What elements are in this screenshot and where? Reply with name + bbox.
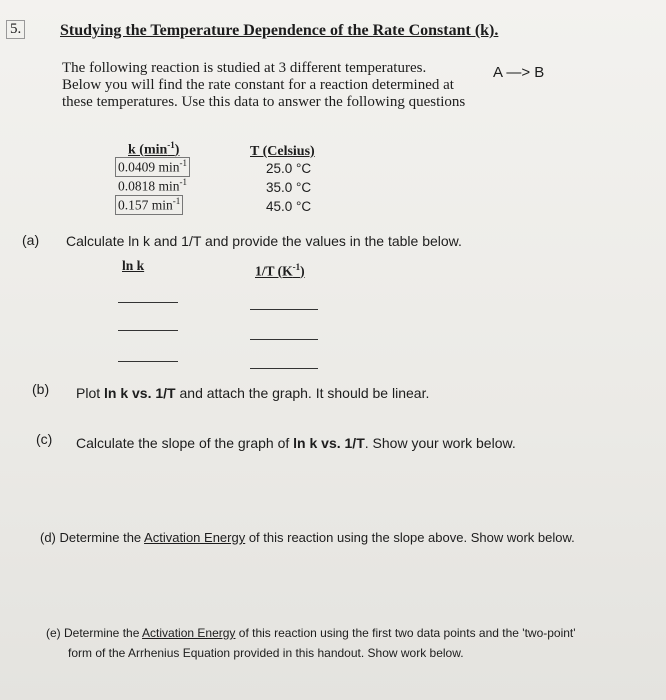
k-value-1: 0.0409 $\min^{-1}$ <box>115 157 190 177</box>
inverse-t-column-header: 1/T $(K^{-1})$ <box>255 262 305 279</box>
part-a-text: Calculate ln k and 1/T and provide the values in the table below. <box>66 233 462 249</box>
question-number: 5. <box>6 20 25 39</box>
inverse-t-blank-1 <box>250 309 318 310</box>
intro-line-2: Below you will find the rate constant for a reaction determined at <box>62 77 454 93</box>
part-a-label: (a) <box>22 232 40 248</box>
k-value-3: 0.157 $\min^{-1}$ <box>115 195 183 215</box>
intro-line-3: these temperatures. Use this data to answer the following questions <box>62 94 466 110</box>
reaction-equation: A —> B <box>493 64 545 81</box>
k-value-2: 0.0818 $\min^{-1}$ <box>118 177 188 194</box>
ln-k-blank-1 <box>118 302 178 303</box>
t-value-3: 45.0 °C <box>266 199 312 214</box>
ln-k-blank-2 <box>118 330 178 331</box>
inverse-t-blank-3 <box>250 368 318 369</box>
part-b-text: Plot ln k vs. 1/T and attach the graph. It should be linear. <box>76 385 430 401</box>
part-d-text: (d) Determine the Activation Energy of this reaction using the slope above. Show work below. <box>40 530 575 545</box>
part-c-text: Calculate the slope of the graph of ln k vs. 1/T. Show your work below. <box>76 435 516 451</box>
k-column-header: k $(\min^{-1})$ <box>128 140 180 158</box>
part-c-label: (c) <box>36 431 53 447</box>
intro-paragraph <box>62 60 465 111</box>
t-value-1: 25.0 °C <box>266 161 312 176</box>
t-column-header: T (Celsius) <box>250 144 315 159</box>
intro-line-1: The following reaction is studied at 3 different temperatures. <box>62 60 427 76</box>
t-value-2: 35.0 °C <box>266 180 312 195</box>
question-title: Studying the Temperature Dependence of the Rate Constant (k). <box>60 22 499 39</box>
inverse-t-blank-2 <box>250 339 318 340</box>
part-e-text-line-1: (e) Determine the Activation Energy of this reaction using the first two data points and the 'two-point' <box>46 626 576 640</box>
part-b-label: (b) <box>32 381 50 397</box>
part-e-text-line-2: form of the Arrhenius Equation provided in this handout. Show work below. <box>68 646 464 660</box>
ln-k-blank-3 <box>118 361 178 362</box>
ln-k-column-header: ln k <box>122 258 145 273</box>
